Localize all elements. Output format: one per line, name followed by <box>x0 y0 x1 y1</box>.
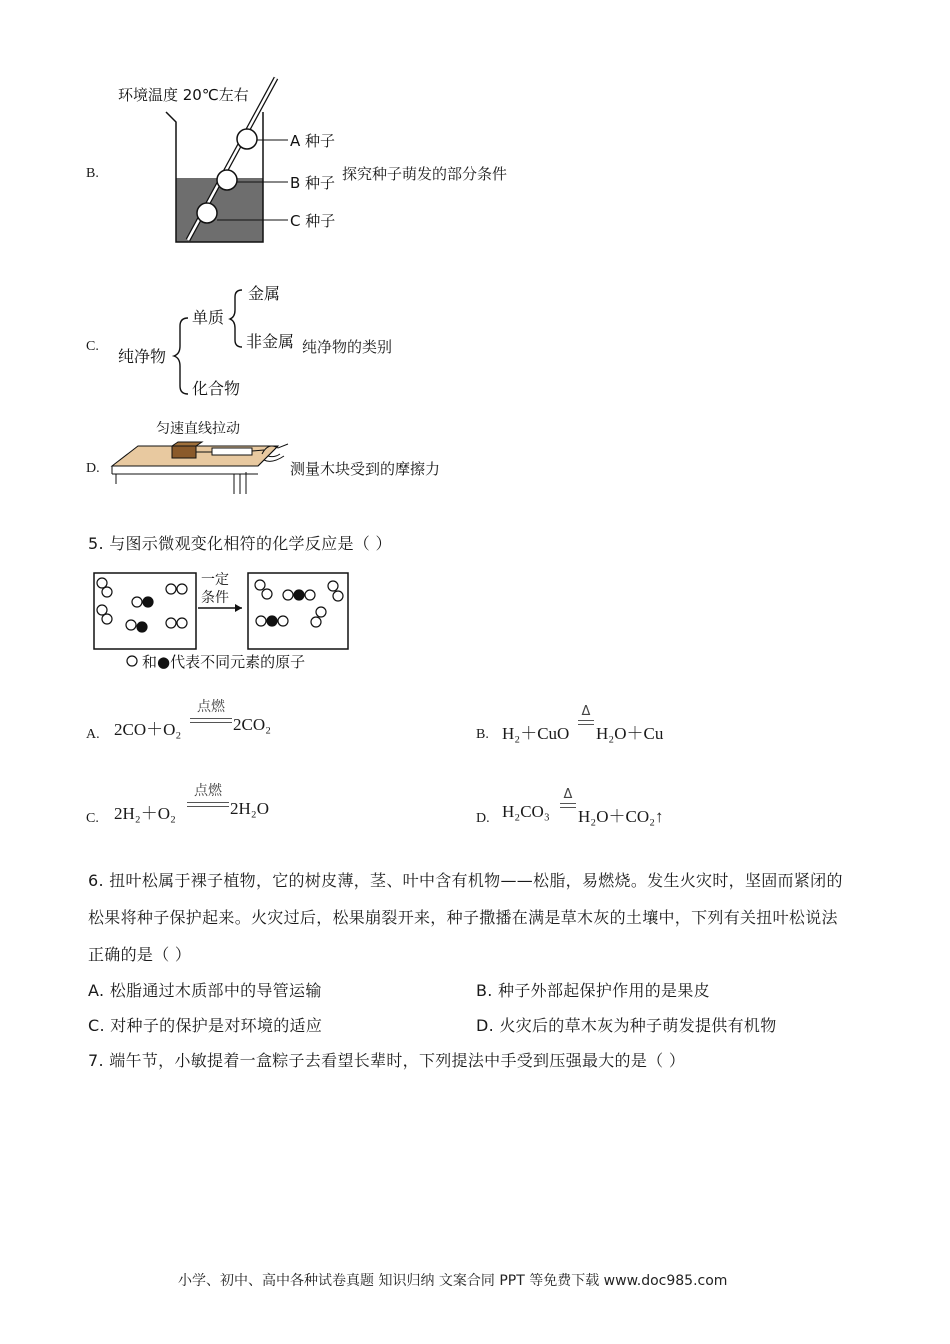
legend-white-atom <box>127 656 137 666</box>
q5-option-b-rhs: H₂O＋Cu <box>596 724 664 743</box>
q5-option-c-lhs: 2H₂＋O₂ <box>114 804 176 823</box>
q7-stem: 7. 端午节，小敏提着一盒粽子去看望长辈时，下列提法中手受到压强最大的是（ ） <box>88 1051 686 1070</box>
option-c-caption: 纯净物的类别 <box>302 338 393 356</box>
compound-label: 化合物 <box>192 379 241 398</box>
seed-c-label: C 种子 <box>290 212 336 230</box>
q5-option-a-condition: 点燃 <box>190 696 232 723</box>
q6-option-a: A. 松脂通过木质部中的导管运输 <box>88 981 322 1000</box>
arrow-condition-bottom: 条件 <box>201 590 229 606</box>
metal-label: 金属 <box>248 284 281 303</box>
seed-c <box>197 203 217 223</box>
pure-substance-label: 纯净物 <box>118 347 167 366</box>
arrow-condition-top: 一定 <box>201 572 229 588</box>
option-d-caption: 测量木块受到的摩擦力 <box>290 460 441 478</box>
seed-a <box>237 129 257 149</box>
seed-a-label: A 种子 <box>290 132 336 150</box>
q5-option-a-lhs: 2CO＋O₂ <box>114 720 182 739</box>
q5-option-b-lhs: H₂＋CuO <box>502 724 570 743</box>
q5-option-c-rhs: 2H₂O <box>230 799 269 818</box>
q5-option-b-condition: Δ <box>578 704 594 725</box>
env-temperature-label: 环境温度 20℃左右 <box>118 86 249 104</box>
q5-option-c-letter: C. <box>86 811 99 826</box>
simple-substance-label: 单质 <box>192 308 225 327</box>
q5-option-d-lhs: H₂CO₃ <box>502 802 550 821</box>
seed-b-label: B 种子 <box>290 174 336 192</box>
substance-classification-figure <box>112 280 312 402</box>
seed-germination-figure <box>110 72 350 252</box>
seed-b <box>217 170 237 190</box>
atom-legend: 和●代表不同元素的原子 <box>142 653 306 671</box>
q5-stem: 5. 与图示微观变化相符的化学反应是（ ） <box>88 534 392 553</box>
friction-experiment-figure <box>108 414 293 496</box>
q6-stem-line-3: 正确的是（ ） <box>88 945 192 964</box>
q5-option-d-rhs: H₂O＋CO₂↑ <box>578 807 664 826</box>
q5-option-d-letter: D. <box>476 811 490 826</box>
nonmetal-label: 非金属 <box>246 332 295 351</box>
option-letter-b: B. <box>86 166 99 181</box>
q6-option-c: C. 对种子的保护是对环境的适应 <box>88 1016 323 1035</box>
q5-option-a-rhs: 2CO₂ <box>233 715 272 734</box>
page-footer: 小学、初中、高中各种试卷真题 知识归纳 文案合同 PPT 等免费下载 www.doc985.com <box>178 1273 728 1289</box>
q5-option-a-letter: A. <box>86 727 100 742</box>
wooden-block <box>172 446 196 458</box>
q5-option-c-condition: 点燃 <box>187 780 229 807</box>
q6-stem-line-1: 6. 扭叶松属于裸子植物，它的树皮薄，茎、叶中含有机物——松脂，易燃烧。发生火灾时，坚固而紧闭的 <box>88 871 843 890</box>
spring-scale <box>212 448 252 455</box>
q6-stem-line-2: 松果将种子保护起来。火灾过后，松果崩裂开来，种子撒播在满是草木灰的土壤中，下列有关扭叶松说法 <box>88 908 838 927</box>
option-letter-d: D. <box>86 461 100 476</box>
q6-option-b: B. 种子外部起保护作用的是果皮 <box>476 981 710 1000</box>
option-letter-c: C. <box>86 339 99 354</box>
outer-brace <box>174 318 188 394</box>
q6-option-d: D. 火灾后的草木灰为种子萌发提供有机物 <box>476 1016 777 1035</box>
inner-brace <box>230 290 242 347</box>
uniform-pull-label: 匀速直线拉动 <box>156 421 240 437</box>
q5-option-d-condition: Δ <box>560 787 576 808</box>
q5-option-b-letter: B. <box>476 727 489 742</box>
micro-change-figure <box>90 565 360 675</box>
option-b-caption: 探究种子萌发的部分条件 <box>342 165 508 183</box>
